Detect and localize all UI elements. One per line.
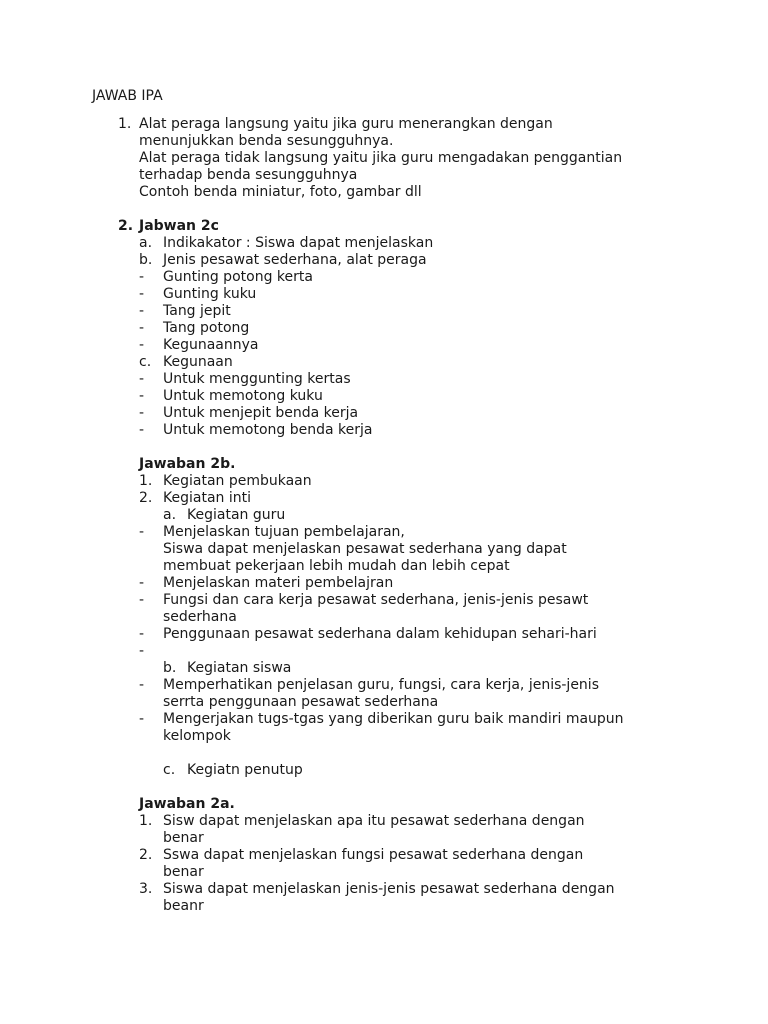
q2a-heading: Jawaban 2a. bbox=[139, 796, 235, 812]
q2b-item-2: Kegiatan inti bbox=[163, 490, 251, 506]
list-dash: - bbox=[139, 303, 145, 319]
list-dash: - bbox=[139, 592, 145, 608]
q2a-item-2-cont: benar bbox=[163, 864, 204, 880]
student-activity: Mengerjakan tugs-tgas yang diberikan guru baik mandiri maupun bbox=[163, 711, 624, 727]
list-dash: - bbox=[139, 524, 145, 540]
document-title: JAWAB IPA bbox=[92, 88, 163, 104]
list-dash: - bbox=[139, 337, 145, 353]
q2c-a-text: Indikakator : Siswa dapat menjelaskan bbox=[163, 235, 434, 251]
tool-item: Kegunaannya bbox=[163, 337, 259, 353]
use-item: Untuk memotong kuku bbox=[163, 388, 323, 404]
list-dash: - bbox=[139, 677, 145, 693]
use-item: Untuk menggunting kertas bbox=[163, 371, 351, 387]
list-dash: - bbox=[139, 405, 145, 421]
q1-line-1: Alat peraga langsung yaitu jika guru menerangkan dengan bbox=[139, 116, 553, 132]
q2b-number-1: 1. bbox=[139, 473, 153, 489]
teacher-activity: Menjelaskan tujuan pembelajaran, bbox=[163, 524, 405, 540]
q2a-number-2: 2. bbox=[139, 847, 153, 863]
teacher-activity: Fungsi dan cara kerja pesawat sederhana, jenis-jenis pesawt bbox=[163, 592, 589, 608]
q1-number: 1. bbox=[118, 116, 132, 132]
q2c-c-marker: c. bbox=[139, 354, 152, 370]
use-item: Untuk menjepit benda kerja bbox=[163, 405, 359, 421]
list-dash: - bbox=[139, 643, 145, 659]
list-dash: - bbox=[139, 422, 145, 438]
list-dash: - bbox=[139, 320, 145, 336]
list-dash: - bbox=[139, 626, 145, 642]
q2b-b-text: Kegiatan siswa bbox=[187, 660, 292, 676]
use-item: Untuk memotong benda kerja bbox=[163, 422, 373, 438]
q2a-item-1-cont: benar bbox=[163, 830, 204, 846]
teacher-activity: Menjelaskan materi pembelajran bbox=[163, 575, 394, 591]
student-activity-cont: serrta penggunaan pesawat sederhana bbox=[163, 694, 439, 710]
list-dash: - bbox=[139, 711, 145, 727]
q1-line-4: terhadap benda sesungguhnya bbox=[139, 167, 358, 183]
list-dash: - bbox=[139, 371, 145, 387]
teacher-activity-cont: Siswa dapat menjelaskan pesawat sederhana yang dapat bbox=[163, 541, 567, 557]
tool-item: Tang potong bbox=[163, 320, 250, 336]
q2b-a-text: Kegiatan guru bbox=[187, 507, 286, 523]
q2c-heading: Jabwan 2c bbox=[139, 218, 219, 234]
list-dash: - bbox=[139, 388, 145, 404]
student-activity-cont: kelompok bbox=[163, 728, 231, 744]
q1-line-3: Alat peraga tidak langsung yaitu jika guru mengadakan penggantian bbox=[139, 150, 623, 166]
teacher-activity: Penggunaan pesawat sederhana dalam kehidupan sehari-hari bbox=[163, 626, 597, 642]
q2c-c-text: Kegunaan bbox=[163, 354, 233, 370]
list-dash: - bbox=[139, 269, 145, 285]
student-activity: Memperhatikan penjelasan guru, fungsi, cara kerja, jenis-jenis bbox=[163, 677, 599, 693]
list-dash: - bbox=[139, 575, 145, 591]
tool-item: Gunting kuku bbox=[163, 286, 257, 302]
teacher-activity-cont: membuat pekerjaan lebih mudah dan lebih cepat bbox=[163, 558, 510, 574]
list-dash: - bbox=[139, 286, 145, 302]
q2b-heading: Jawaban 2b. bbox=[139, 456, 236, 472]
q2b-item-1: Kegiatan pembukaan bbox=[163, 473, 312, 489]
q2b-c-text: Kegiatn penutup bbox=[187, 762, 303, 778]
teacher-activity-cont: sederhana bbox=[163, 609, 237, 625]
q2b-a-marker: a. bbox=[163, 507, 177, 523]
q2a-item-3-cont: beanr bbox=[163, 898, 204, 914]
q1-line-2: menunjukkan benda sesungguhnya. bbox=[139, 133, 394, 149]
q2a-number-3: 3. bbox=[139, 881, 153, 897]
q2b-b-marker: b. bbox=[163, 660, 177, 676]
q2b-number-2: 2. bbox=[139, 490, 153, 506]
q2c-b-text: Jenis pesawat sederhana, alat peraga bbox=[163, 252, 427, 268]
q2a-item-3: Siswa dapat menjelaskan jenis-jenis pesawat sederhana dengan bbox=[163, 881, 615, 897]
q2a-item-1: Sisw dapat menjelaskan apa itu pesawat sederhana dengan bbox=[163, 813, 585, 829]
q2c-number: 2. bbox=[118, 218, 134, 234]
q2c-b-marker: b. bbox=[139, 252, 153, 268]
tool-item: Tang jepit bbox=[163, 303, 231, 319]
q2b-c-marker: c. bbox=[163, 762, 176, 778]
tool-item: Gunting potong kerta bbox=[163, 269, 313, 285]
q2a-number-1: 1. bbox=[139, 813, 153, 829]
q2c-a-marker: a. bbox=[139, 235, 153, 251]
q2a-item-2: Sswa dapat menjelaskan fungsi pesawat sederhana dengan bbox=[163, 847, 584, 863]
q1-line-5: Contoh benda miniatur, foto, gambar dll bbox=[139, 184, 422, 200]
